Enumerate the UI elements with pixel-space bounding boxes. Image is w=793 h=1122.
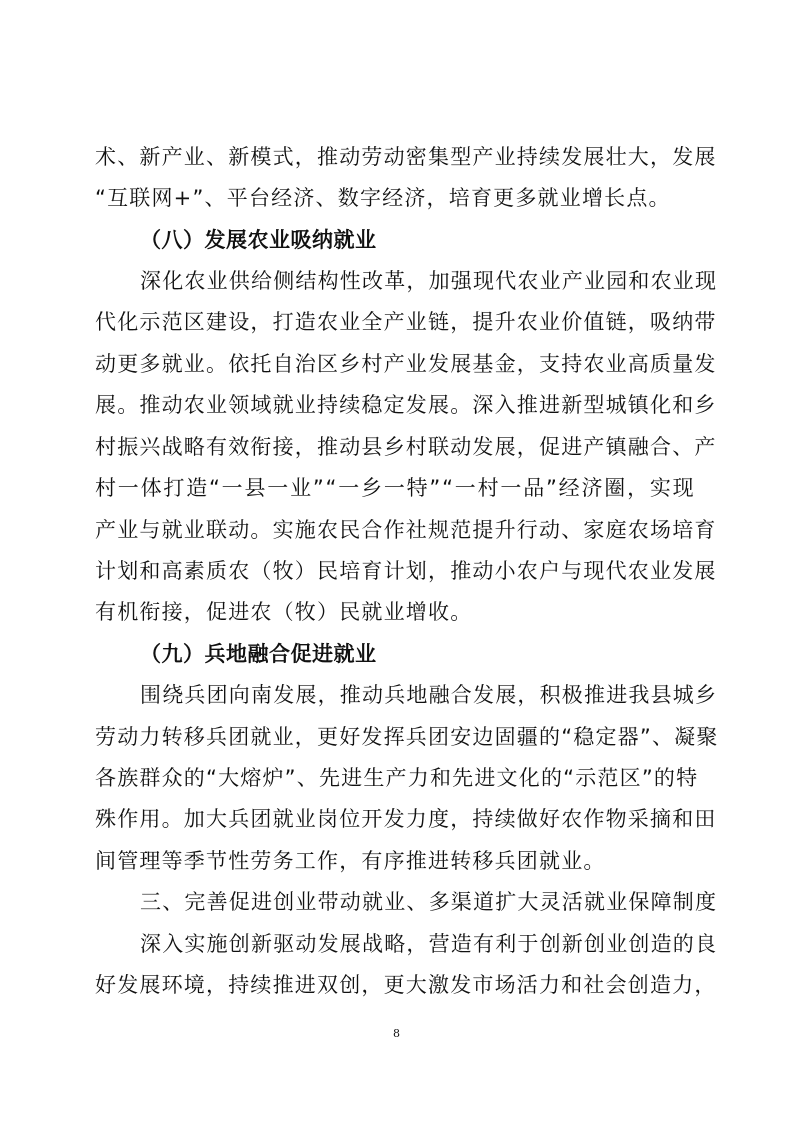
body-text-line: 术、新产业、新模式，推动劳动密集型产业持续发展壮大，发展 [95,145,717,169]
body-text-line: 殊作用。加大兵团就业岗位开发力度，持续做好农作物采摘和田 [95,807,717,831]
body-text-line: “互联网+”、平台经济、数字经济，培育更多就业增长点。 [95,186,671,210]
body-text-line: 展。推动农业领域就业持续稳定发展。深入推进新型城镇化和乡 [95,393,717,417]
body-text-line: 有机衔接，促进农（牧）民就业增收。 [95,600,473,624]
body-text-line: 计划和高素质农（牧）民培育计划，推动小农户与现代农业发展 [95,559,717,583]
body-text-line: 间管理等季节性劳务工作，有序推进转移兵团就业。 [95,849,606,873]
body-text-line: 好发展环境，持续推进双创，更大激发市场活力和社会创造力， [95,973,717,997]
body-text-line: 深入实施创新驱动发展战略，营造有利于创新创业创造的良 [140,932,718,956]
body-text-line: 深化农业供给侧结构性改革，加强现代农业产业园和农业现 [140,269,718,293]
chapter-heading-3: 三、完善促进创业带动就业、多渠道扩大灵活就业保障制度 [140,890,718,914]
body-text-line: 村振兴战略有效衔接，推动县乡村联动发展，促进产镇融合、产 [95,435,717,459]
section-heading-8: （八）发展农业吸纳就业 [140,228,377,252]
body-text-line: 各族群众的“大熔炉”、先进生产力和先进文化的“示范区”的特 [95,766,699,790]
body-text-line: 劳动力转移兵团就业，更好发挥兵团安边固疆的“稳定器”、凝聚 [95,725,719,749]
page-number: 8 [393,1027,400,1040]
section-heading-9: （九）兵地融合促进就业 [140,642,377,666]
body-text-line: 代化示范区建设，打造农业全产业链，提升农业价值链，吸纳带 [95,310,717,334]
body-text-line: 动更多就业。依托自治区乡村产业发展基金，支持农业高质量发 [95,352,717,376]
body-text-line: 围绕兵团向南发展，推动兵地融合发展，积极推进我县城乡 [140,683,718,707]
body-text-line: 村一体打造“一县一业”“一乡一特”“一村一品”经济圈，实现 [95,476,696,500]
body-text-line: 产业与就业联动。实施农民合作社规范提升行动、家庭农场培育 [95,518,717,542]
